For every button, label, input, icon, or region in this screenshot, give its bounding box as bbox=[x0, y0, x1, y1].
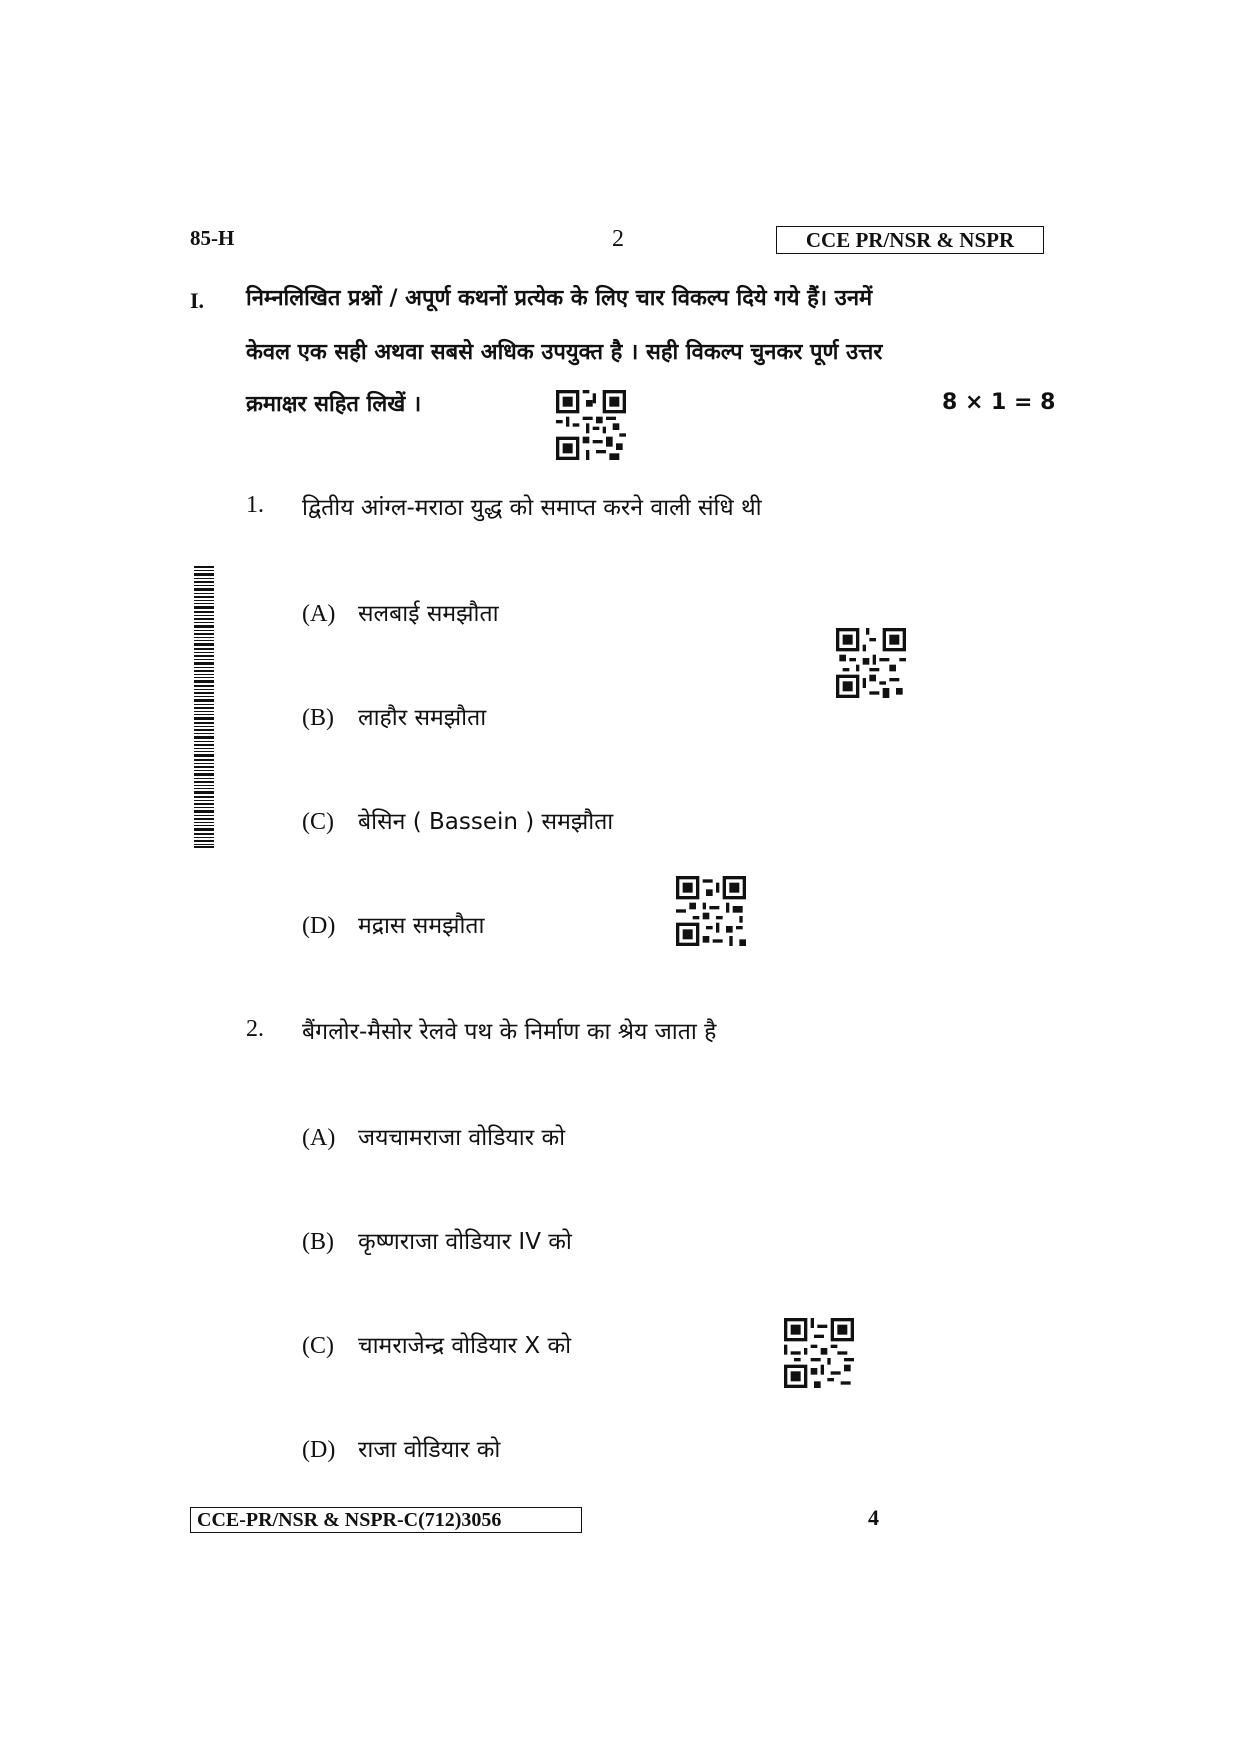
option-d bbox=[302, 1432, 500, 1464]
option-a bbox=[302, 1120, 565, 1152]
option-label: (D) bbox=[302, 1437, 336, 1463]
footer-code-box: CCE-PR/NSR & NSPR-C(712)3056 bbox=[190, 1507, 582, 1533]
option-c bbox=[302, 804, 613, 836]
option-text: जयचामराजा वोडियार को bbox=[358, 1125, 566, 1151]
option-label: (B) bbox=[302, 1229, 334, 1255]
instruction-line-2: केवल एक सही अथवा सबसे अधिक उपयुक्त है । सही विकल्प चुनकर पूर्ण उत्तर bbox=[246, 340, 883, 365]
option-label: (B) bbox=[302, 705, 334, 731]
qr-code-icon bbox=[676, 876, 746, 946]
option-text: बेसिन ( Bassein ) समझौता bbox=[358, 809, 614, 835]
option-text: लाहौर समझौता bbox=[358, 705, 487, 731]
paper-code: 85-H bbox=[190, 226, 235, 250]
question-text: द्वितीय आंग्ल-मराठा युद्ध को समाप्त करने वाली संधि थी bbox=[302, 495, 762, 521]
option-d bbox=[302, 908, 485, 940]
option-text: मद्रास समझौता bbox=[358, 913, 485, 939]
marks-scheme: 8 × 1 = 8 bbox=[942, 390, 1056, 415]
option-b bbox=[302, 700, 486, 732]
question-text: बैंगलोर-मैसोर रेलवे पथ के निर्माण का श्रेय जाता है bbox=[302, 1019, 717, 1045]
option-text: चामराजेन्द्र वोडियार X को bbox=[358, 1333, 572, 1359]
option-label: (C) bbox=[302, 809, 334, 835]
option-label: (A) bbox=[302, 601, 336, 627]
option-label: (A) bbox=[302, 1125, 336, 1151]
barcode-icon bbox=[194, 566, 214, 848]
qr-code-icon bbox=[784, 1318, 854, 1388]
instruction-line-1: निम्नलिखित प्रश्नों / अपूर्ण कथनों प्रत्येक के लिए चार विकल्प दिये गये हैं। उनमें bbox=[246, 286, 873, 311]
option-text: कृष्णराजा वोडियार IV को bbox=[358, 1229, 572, 1255]
option-c bbox=[302, 1328, 571, 1360]
option-a bbox=[302, 596, 499, 628]
qr-code-icon bbox=[556, 390, 626, 460]
option-label: (C) bbox=[302, 1333, 334, 1359]
qr-code-icon bbox=[836, 628, 906, 698]
option-text: राजा वोडियार को bbox=[358, 1437, 501, 1463]
page-number: 2 bbox=[612, 226, 624, 252]
option-text: सलबाई समझौता bbox=[358, 601, 499, 627]
instruction-line-3: क्रमाक्षर सहित लिखें । bbox=[246, 392, 422, 417]
section-number: I. bbox=[190, 288, 205, 313]
option-b bbox=[302, 1224, 572, 1256]
question-number: 1. bbox=[246, 492, 264, 518]
sheet-number: 4 bbox=[868, 1505, 879, 1530]
question-number: 2. bbox=[246, 1016, 264, 1042]
exam-code-box: CCE PR/NSR & NSPR bbox=[776, 226, 1044, 254]
option-label: (D) bbox=[302, 913, 336, 939]
